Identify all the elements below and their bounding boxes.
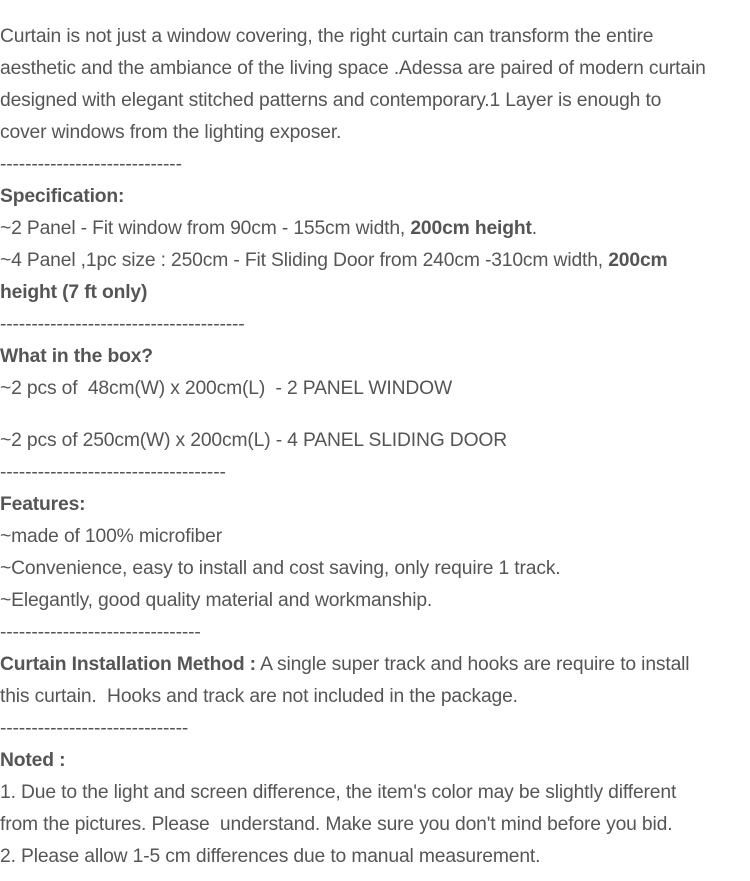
noted-line: from the pictures. Please understand. Make sure you don't mind before you bid. [0, 814, 673, 835]
spec-item-text: ~4 Panel ,1pc size : 250cm - Fit Sliding Door from 240cm -310cm width, [0, 250, 609, 271]
noted-line: 2. Please allow 1-5 cm differences due to manual measurement. [0, 846, 541, 867]
feature-item: ~Convenience, easy to install and cost saving, only require 1 track. [0, 558, 561, 579]
feature-item: ~Elegantly, good quality material and workmanship. [0, 590, 433, 611]
installation-label: Curtain Installation Method : [0, 654, 256, 675]
box-item: ~2 pcs of 250cm(W) x 200cm(L) - 4 PANEL SLIDING DOOR [0, 430, 508, 451]
spec-item-height: 200cm [608, 250, 668, 271]
specification-heading: Specification: [0, 186, 125, 207]
spec-item-2-panel [0, 213, 750, 245]
specification-section [0, 181, 750, 309]
divider: ------------------------------------ [0, 462, 226, 483]
spec-item-end: . [531, 218, 537, 239]
installation-section [0, 649, 750, 713]
box-item: ~2 pcs of 48cm(W) x 200cm(L) - 2 PANEL WINDOW [0, 378, 453, 399]
feature-item: ~made of 100% microfiber [0, 526, 222, 547]
box-contents-section [0, 341, 750, 457]
spec-item-4-panel [0, 245, 750, 277]
spec-item-height: 200cm height [410, 218, 532, 239]
noted-line: 1. Due to the light and screen difference, the item's color may be slightly different [0, 782, 677, 803]
divider: ------------------------------ [0, 718, 189, 739]
installation-text: A single super track and hooks are require to install [255, 654, 690, 675]
spec-item-height-note: height (7 ft only) [0, 282, 148, 303]
noted-section [0, 745, 750, 873]
intro-paragraph [0, 21, 750, 149]
intro-line: aesthetic and the ambiance of the living space .Adessa are paired of modern curtain [0, 58, 706, 79]
spec-item-text: ~2 Panel - Fit window from 90cm - 155cm width, [0, 218, 411, 239]
divider: ----------------------------- [0, 154, 182, 175]
noted-heading: Noted : [0, 750, 66, 771]
divider: --------------------------------------- [0, 314, 245, 335]
divider: -------------------------------- [0, 622, 201, 643]
box-contents-heading: What in the box? [0, 346, 153, 367]
installation-text: this curtain. Hooks and track are not included in the package. [0, 686, 518, 707]
features-section [0, 489, 750, 617]
features-heading: Features: [0, 494, 86, 515]
intro-line: cover windows from the lighting exposer. [0, 122, 342, 143]
intro-line: designed with elegant stitched patterns and contemporary.1 Layer is enough to [0, 90, 662, 111]
intro-line: Curtain is not just a window covering, the right curtain can transform the entire [0, 26, 654, 47]
